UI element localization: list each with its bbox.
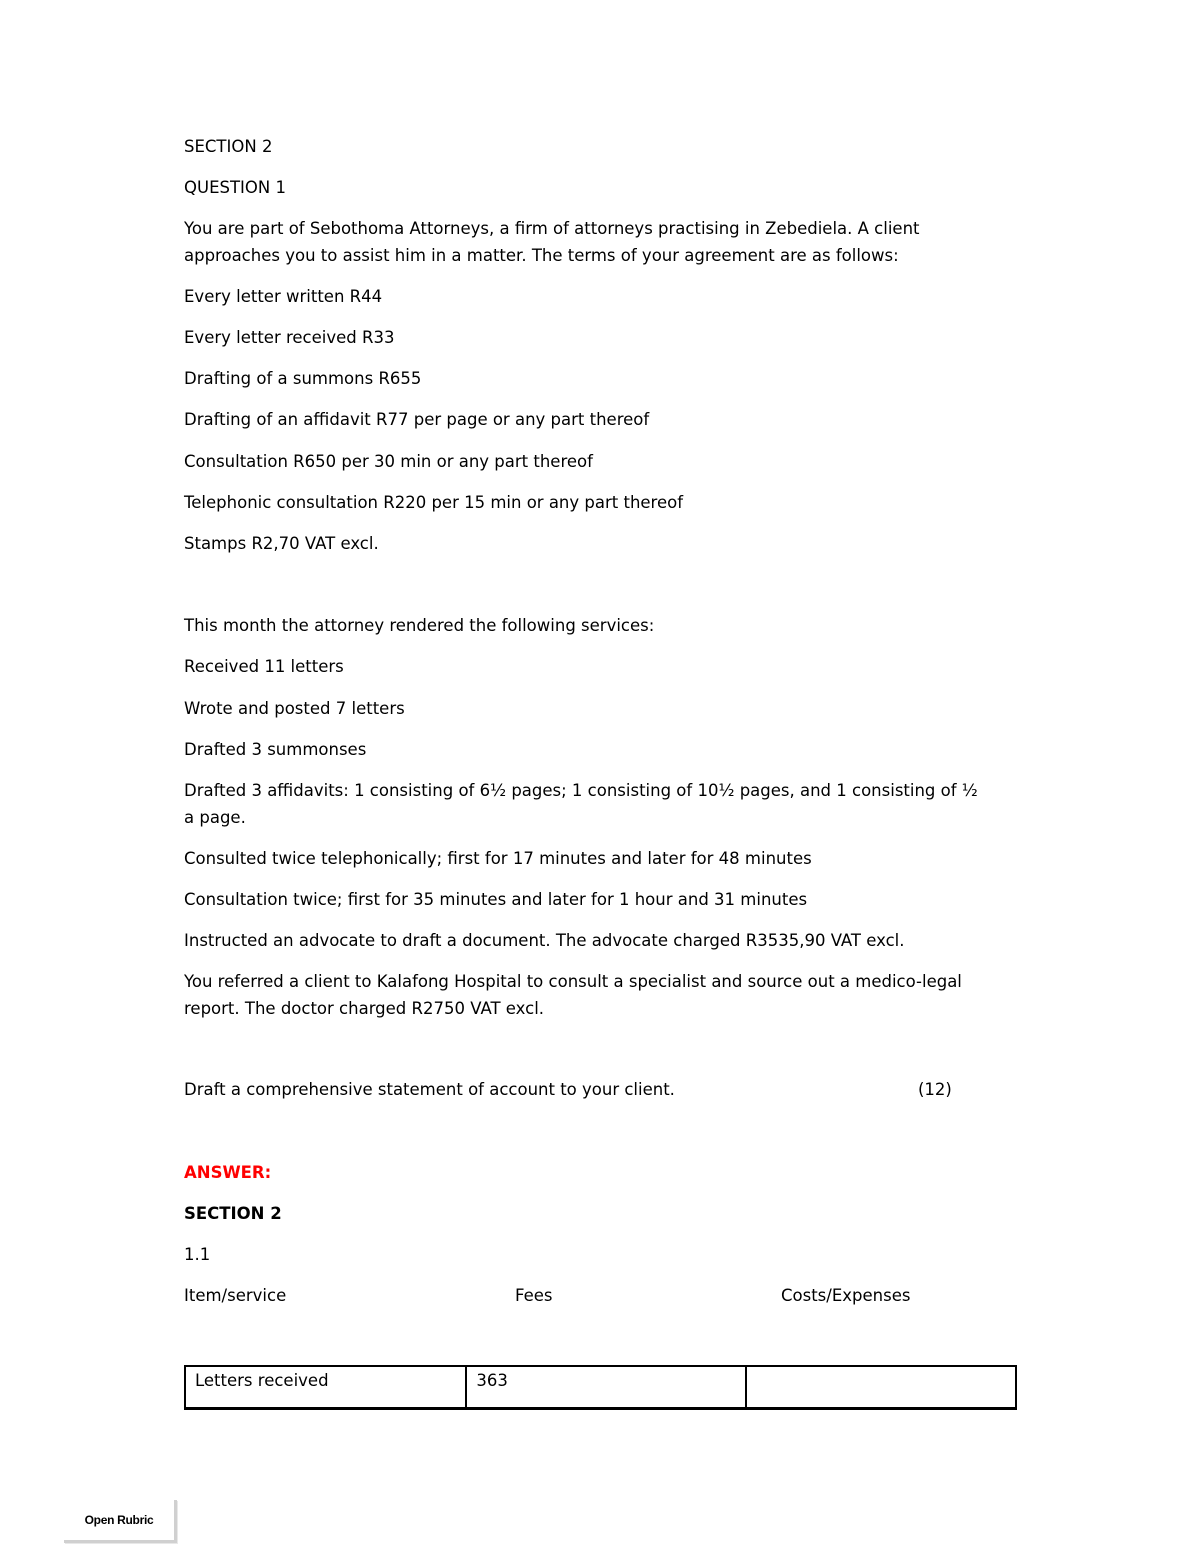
term-item: Drafting of an affidavit R77 per page or any part thereof (184, 410, 650, 429)
column-header-costs: Costs/Expenses (781, 1286, 911, 1305)
service-item: Drafted 3 affidavits: 1 consisting of 6½ pages; 1 consisting of 10½ pages, and 1 consisting of ½ a page. (184, 781, 978, 827)
service-item: Drafted 3 summonses (184, 740, 367, 759)
answer-section-heading: SECTION 2 (184, 1204, 282, 1223)
service-item: Consultation twice; first for 35 minutes and later for 1 hour and 31 minutes (184, 890, 808, 909)
open-rubric-button[interactable]: Open Rubric (64, 1500, 177, 1543)
question-heading: QUESTION 1 (184, 178, 286, 197)
section-heading: SECTION 2 (184, 137, 273, 156)
service-item: Consulted twice telephonically; first for 17 minutes and later for 48 minutes (184, 849, 812, 868)
instruction-text: Draft a comprehensive statement of account to your client. (184, 1080, 675, 1099)
term-item: Telephonic consultation R220 per 15 min or any part thereof (184, 493, 684, 512)
term-item: Stamps R2,70 VAT excl. (184, 534, 379, 553)
answer-label: ANSWER: (184, 1163, 272, 1182)
services-intro: This month the attorney rendered the following services: (184, 616, 655, 635)
column-header-item: Item/service (184, 1286, 287, 1305)
column-header-fees: Fees (515, 1286, 553, 1305)
question-intro: You are part of Sebothoma Attorneys, a firm of attorneys practising in Zebediela. A client approaches you to assist him in a matter. The terms of your agreement are as follows: (184, 219, 920, 265)
statement-table (184, 1365, 1017, 1410)
term-item: Every letter written R44 (184, 287, 383, 306)
table-cell-costs (746, 1366, 1016, 1409)
term-item: Every letter received R33 (184, 328, 395, 347)
term-item: Drafting of a summons R655 (184, 369, 422, 388)
table-cell-fees: 363 (466, 1366, 745, 1409)
term-item: Consultation R650 per 30 min or any part thereof (184, 452, 593, 471)
table-row (185, 1366, 1016, 1409)
answer-number: 1.1 (184, 1245, 211, 1264)
table-cell-item: Letters received (185, 1366, 466, 1409)
service-item: Instructed an advocate to draft a document. The advocate charged R3535,90 VAT excl. (184, 931, 905, 950)
service-item: You referred a client to Kalafong Hospital to consult a specialist and source out a medico-legal report. The doctor charged R2750 VAT excl. (184, 972, 962, 1018)
service-item: Wrote and posted 7 letters (184, 699, 405, 718)
marks-label: (12) (918, 1080, 952, 1099)
service-item: Received 11 letters (184, 657, 344, 676)
